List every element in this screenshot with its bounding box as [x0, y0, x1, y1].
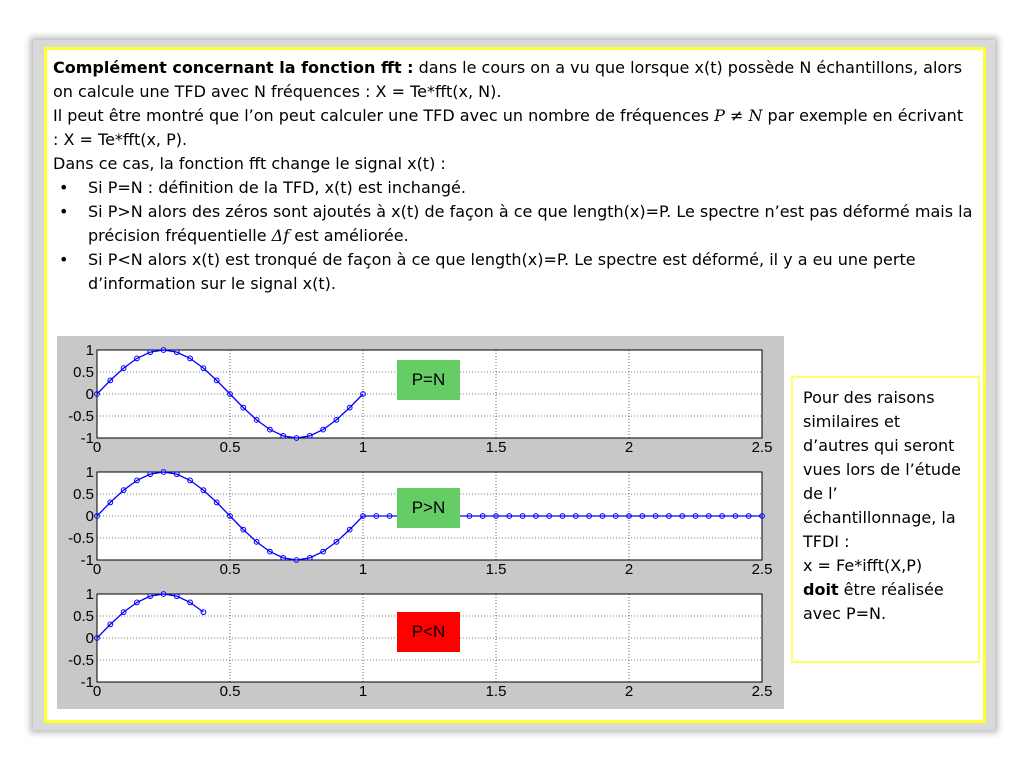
y-tick-label: 1 [85, 342, 94, 359]
bullet-p-gt-n [53, 200, 973, 248]
label-p-eq-n: P=N [397, 360, 460, 400]
y-tick-label: 0.5 [73, 364, 94, 381]
main-text [53, 56, 973, 296]
x-tick-label: 2 [624, 561, 634, 578]
side-note-bold: doit [803, 580, 839, 599]
intro-line1-text: dans le cours on a vu que lorsque x(t) possède N échantillons, alors on calcule une TFD avec N fréquences : X = Te*fft(x, N). [53, 58, 963, 101]
x-tick-label: 0.5 [219, 683, 241, 700]
math-p-neq-n: P ≠ N [714, 106, 763, 125]
x-tick-label: 0 [92, 683, 102, 700]
intro-title: Complément concernant la fonction fft : [53, 58, 414, 77]
x-tick-label: 1 [358, 561, 368, 578]
side-note-text: Pour des raisons similaires et d’autres qui seront vues lors de l’étude de l’ échantillonnage, la TFDI : [803, 388, 961, 551]
y-tick-label: -1 [80, 430, 94, 447]
bullet-p-eq-n: • Si P=N : définition de la TFD, x(t) est inchangé. [53, 176, 973, 200]
y-tick-label: 1 [85, 586, 94, 603]
x-tick-label: 2.5 [751, 683, 773, 700]
bullet2-post: est améliorée. [289, 226, 409, 245]
intro-line2-pre: Il peut être montré que l’on peut calculer une TFD avec un nombre de fréquences [53, 106, 715, 125]
matlab-figure [57, 336, 784, 709]
x-tick-label: 2 [624, 683, 634, 700]
bullet-p-lt-n: • Si P<N alors x(t) est tronqué de façon à ce que length(x)=P. Le spectre est déformé, il y a eu une perte d’information sur le signal x(t). [53, 248, 973, 296]
x-tick-label: 1 [358, 683, 368, 700]
side-note [791, 376, 980, 663]
x-tick-label: 1.5 [485, 561, 507, 578]
x-tick-label: 1.5 [485, 439, 507, 456]
y-tick-label: -0.5 [68, 530, 94, 547]
intro-line-3: Dans ce cas, la fonction fft change le signal x(t) : [53, 154, 446, 173]
x-tick-label: 0 [92, 439, 102, 456]
bullet2-pre: Si P>N alors des zéros sont ajoutés à x(t) de façon à ce que length(x)=P. Le spectre n’est pas déformé mais la précision fréquentielle [88, 202, 973, 245]
y-tick-label: 0 [85, 386, 94, 403]
bullet-list [53, 176, 973, 296]
math-delta-f: Δf [271, 226, 290, 245]
side-note-end: être réalisée avec P=N. [803, 580, 944, 623]
label-p-lt-n: P<N [397, 612, 460, 652]
x-tick-label: 0.5 [219, 439, 241, 456]
side-note-formula: x = Fe*ifft(X,P) [803, 556, 923, 575]
y-tick-label: -1 [80, 674, 94, 691]
x-tick-label: 2.5 [751, 439, 773, 456]
intro-line-1 [53, 56, 973, 104]
x-tick-label: 1 [358, 439, 368, 456]
x-tick-label: 0 [92, 561, 102, 578]
x-tick-label: 0.5 [219, 561, 241, 578]
x-tick-label: 2.5 [751, 561, 773, 578]
y-tick-label: 1 [85, 464, 94, 481]
label-p-gt-n: P>N [397, 488, 460, 528]
intro-line-2 [53, 104, 973, 152]
y-tick-label: 0.5 [73, 486, 94, 503]
y-tick-label: 0.5 [73, 608, 94, 625]
y-tick-label: -0.5 [68, 652, 94, 669]
y-tick-label: -1 [80, 552, 94, 569]
x-tick-label: 1.5 [485, 683, 507, 700]
y-tick-label: 0 [85, 630, 94, 647]
x-tick-label: 2 [624, 439, 634, 456]
y-tick-label: -0.5 [68, 408, 94, 425]
intro-line2-post: par exemple en écrivant : X = Te*fft(x, P). [53, 106, 964, 149]
y-tick-label: 0 [85, 508, 94, 525]
